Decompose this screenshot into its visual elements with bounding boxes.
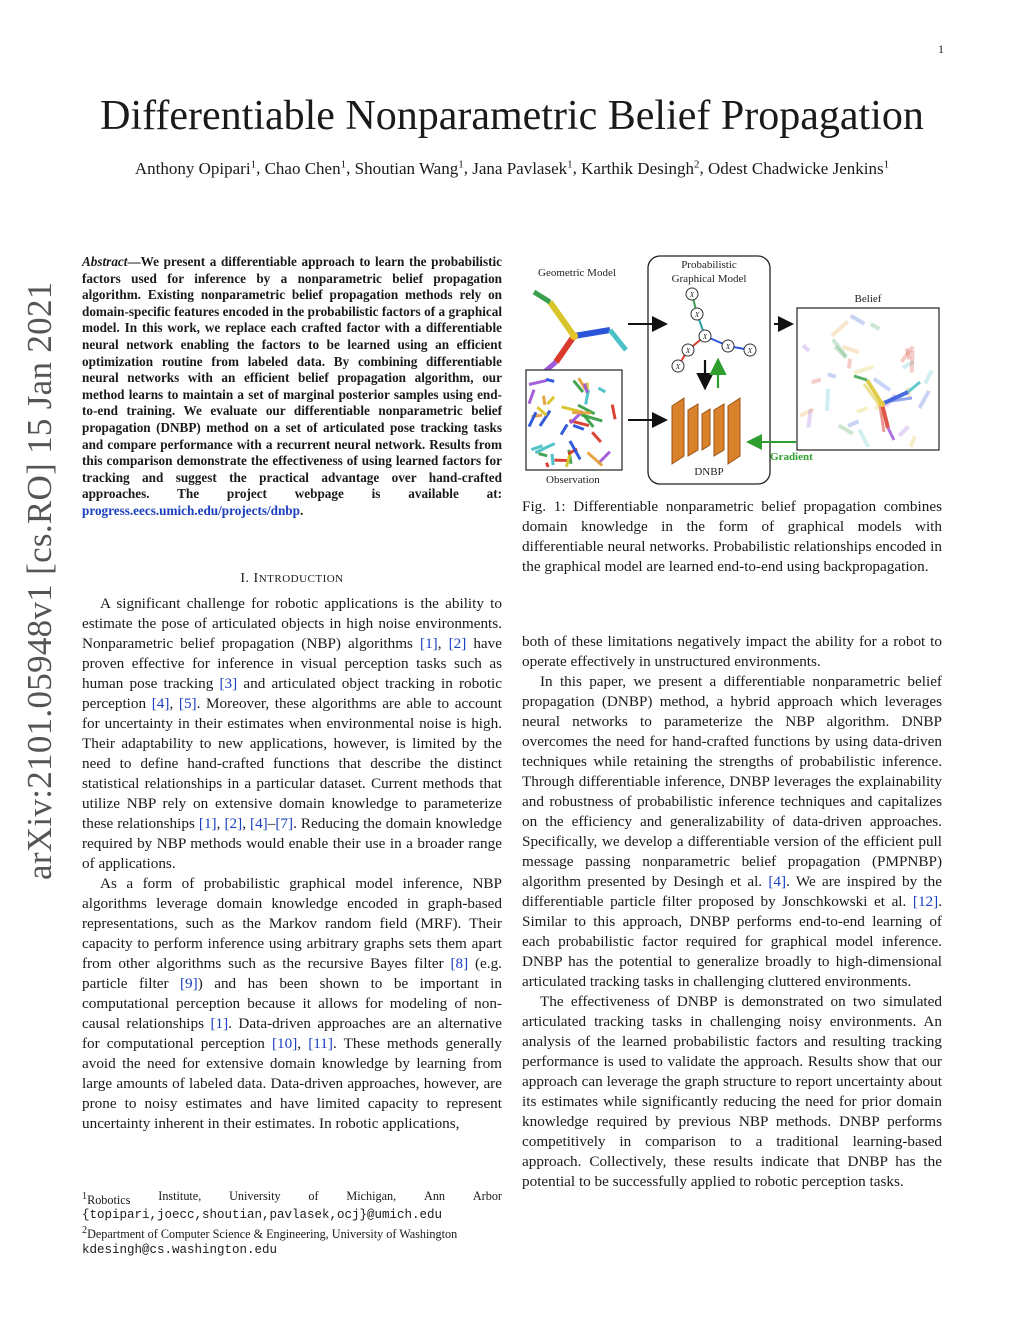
footnote-word: $^1$Robotics [82,1191,131,1208]
label-geometric-model: Geometric Model [538,267,616,279]
noise-stroke [812,380,821,383]
citation-link[interactable]: [8] [450,955,469,972]
page-number: 1 [938,42,944,56]
text-run: . We are inspired by the differentiable particle filter proposed by Jonschkowski et al. [522,873,942,910]
author-list: Anthony Opipari$^1$, Chao Chen$^1$, Shoutian Wang$^1$, Jana Pavlasek$^1$, Karthik Desingh$^2$, Odest Chadwicke Jenkins$^1$ [134,158,890,178]
abstract-lead: Abstract [82,254,128,269]
footnote-mark: 2 [82,1225,88,1237]
text-run: . Similar to this approach, DNBP performs end-to-end learning of each probabilistic factor required for graphical model inference. DNBP has the potential to generalize broadly to high-dimensional articulated tracking tasks in challenging cluttered environments. [522,893,942,990]
skeleton-joint [570,332,578,340]
affiliation-mark: 2 [693,158,700,170]
belief-joint [879,401,885,407]
text-run: . Reducing the domain knowledge required by NBP methods would enable their use in a broader range of applications. [82,815,502,872]
citation-link[interactable]: [3] [219,675,238,692]
left-column [82,594,502,1134]
citation-link[interactable]: [1] [420,635,438,652]
noise-stroke [849,359,850,369]
citation-link[interactable]: [7] [275,815,294,832]
skeleton-limb [574,330,610,336]
right-column [522,632,942,1192]
neural-network [672,398,740,464]
author: Shoutian Wang$^1$ [354,158,464,178]
paragraph [522,672,942,992]
abstract-end: . [299,502,304,518]
label-belief: Belief [854,293,882,305]
graphical-model [672,288,756,372]
text-run: and articulated object tracking in robotic perception [82,675,503,712]
noise-stroke [552,454,553,465]
section-number: I. [240,571,250,586]
citation-link[interactable]: [10] [271,1035,298,1052]
geometric-model-skeleton [534,292,626,374]
label-pgm-line2: Graphical Model [671,273,747,285]
author: Jana Pavlasek$^1$ [472,158,573,178]
citation-link[interactable]: [1] [198,815,217,832]
citation-link[interactable]: [9] [179,975,198,992]
text-run: The effectiveness of DNBP is demonstrated on two simulated articulated tracking tasks in challenging noisy environments. An analysis of the learned probabilistic factors and resulting tracking performance is used to validate the approach. Results show that our approach can leverage the graph structure to report uncertainty about its estimates while significantly reducing the need for prior domain knowledge required by previous NBP methods. DNBP performs competitively in comparison to a traditional learning-based approach. Collectively, these results indicate that DNBP has the potential to be successfully applied to robotic perception tasks. [522,993,942,1190]
paragraph [82,594,502,874]
text-run: A significant challenge for robotic applications is the ability to estimate the pose of articulated objects in high noise environments. Nonparametric belief propagation (NBP) algorithms [82,595,502,652]
citation-link[interactable]: [2] [448,635,467,652]
paragraph [522,992,942,1192]
paper-title: Differentiable Nonparametric Belief Propagation [100,93,924,139]
graph-node-label: X [725,343,731,351]
text-run: , [242,815,251,832]
footnote-2 [82,1223,502,1258]
noise-stroke [543,396,544,405]
affiliation-mark: 1 [883,158,890,170]
graph-node-label: X [689,291,695,299]
label-pgm-line1: Probabilistic [681,259,737,271]
network-layer [702,409,710,450]
graph-node-label: X [675,363,681,371]
arxiv-identifier: arXiv:2101.05948v1 [cs.RO] 15 Jan 2021 [20,281,59,880]
figure-1-diagram [522,252,942,490]
dnbp-box [648,256,770,484]
citation-link[interactable]: [4] [250,815,268,832]
author: Anthony Opipari$^1$ [134,158,257,178]
figure-1 [522,252,942,490]
graph-node-label: X [694,311,700,319]
paragraph [82,874,502,1134]
text-run: , [216,815,225,832]
section-title-rest: NTRODUCTION [258,573,344,585]
section-heading [82,571,502,587]
affiliation-mark: 1 [458,158,464,170]
network-layer [688,404,698,456]
footnotes [82,1189,502,1258]
author: Chao Chen$^1$ [264,158,347,178]
network-layer [728,398,740,464]
noise-stroke [827,389,828,411]
skeleton-limb [550,302,574,336]
affiliation-mark: 1 [340,158,347,170]
citation-link[interactable]: [5] [178,695,197,712]
label-dnbp: DNBP [694,466,724,478]
footnote-word: Arbor [472,1189,502,1203]
text-run: As a form of probabilistic graphical model inference, NBP algorithms leverage domain knowledge encoded in graph-based representations, such as the Markov random field (MRF). Their capacity to perform inference using arbitrary graphs sets them apart from other algorithms such as the recursive Bayes filter [82,875,502,972]
footnote-2-text: Department of Computer Science & Engineering, University of Washington [87,1227,458,1242]
citation-link[interactable]: [4] [151,695,170,712]
abstract-text: —We present a differentiable approach to learn the probabilistic factors used for inference by a nonparametric belief propagation algorithm. Existing nonparametric belief propagation methods rely on domain-specific features encoded in the probabilistic factors of a graphical model. In this work, we replace each crafted factor with a differentiable neural network enabling the factors to be learned using an efficient optimization routine from labeled data. By combining differentiable neural networks with an efficient belief propagation algorithm, our method learns to maintain a set of marginal posterior samples using end-to-end training. We evaluate our differentiable nonparametric belief propagation (DNBP) method on a set of articulated pose tracking tasks and compare performance with a recurrent neural network. Results from this comparison demonstrate the effectiveness of using learned factors for tracking and suggest the practical advantage over hand-crafted approaches. The project webpage is available at: [82,254,502,502]
noise-stroke [546,379,554,381]
footnote-word: University [229,1189,281,1203]
noise-stroke [546,463,548,467]
text-run: . Moreover, these algorithms are able to account for uncertainty in their estimates when environmental noise is high. Their adaptability to new applications, however, is limited by the need to define hand-crafted functions that describe the distinct statistical relationships in a particular dataset. Current methods that utilize NBP rely on extensive domain knowledge to parameterize these relationships [82,695,502,832]
text-run: , [169,695,179,712]
section-title-initial: I [253,571,259,586]
citation-link[interactable]: [12] [912,893,939,910]
footnote-word: Michigan, [346,1189,397,1203]
author: Odest Chadwicke Jenkins$^1$ [707,158,890,178]
graph-node-label: X [702,333,708,341]
figure-1-caption: Fig. 1: Differentiable nonparametric belief propagation combines domain knowledge in the form of graphical models with differentiable neural networks. Probabilistic relationships encoded in the graphical model are learned end-to-end using backpropagation. [522,498,942,575]
text-run: both of these limitations negatively impact the ability for a robot to operate effectively in unstructured environments. [522,633,942,670]
author: Karthik Desingh$^2$ [581,158,700,178]
text-run: , [437,635,449,652]
text-run: – [267,815,276,832]
text-run: , [297,1035,309,1052]
network-layer [672,398,684,464]
paragraph [522,632,942,672]
text-run: ) and has been shown to be important in computational perception because it allows for modeling of non-causal relationships [82,975,502,1032]
citation-link[interactable]: [2] [224,815,243,832]
footnote-word: of [308,1189,319,1203]
noise-stroke [912,351,913,373]
footnote-word: Ann [424,1189,446,1203]
noise-stroke [808,409,810,428]
citation-link[interactable]: [11] [308,1035,333,1052]
graph-node-label: X [685,347,691,355]
label-observation: Observation [546,474,600,486]
footnote-2-email: kdesingh@cs.washington.edu [82,1243,278,1258]
noise-stroke [828,374,836,377]
project-webpage-link[interactable]: progress.eecs.umich.edu/projects/dnbp [82,502,300,518]
section-title [254,571,344,586]
footnote-mark: 1 [82,1191,88,1202]
network-layer [714,404,724,456]
footnote-1-email: {topipari,joecc,shoutian,pavlasek,ocj}@umich.edu [82,1208,443,1223]
citation-link[interactable]: [4] [768,873,787,890]
skeleton-limb [610,330,626,350]
footnote-1-line [82,1189,502,1208]
skeleton-limb [534,292,550,302]
citation-link[interactable]: [1] [210,1015,229,1032]
label-gradient: Gradient [770,451,813,463]
text-run: . These methods generally avoid the need for extensive domain knowledge by learning from large amounts of labeled data. Data-driven approaches, however, are prone to noisy estimates and have limited capacity to represent uncertainty inherent in their estimates. In robotic applications, [82,1035,502,1132]
abstract [82,254,502,520]
text-run: In this paper, we present a differentiable nonparametric belief propagation (DNBP) method, a hybrid approach which leverages neural networks to parameterize the NBP algorithm. DNBP overcomes the need for hand-crafted functions by using data-driven techniques while retaining the strengths of probabilistic inference. Through differentiable inference, DNBP leverages the explainability and robustness of probabilistic inference techniques and capitalizes on the efficiency and generalizability of data-driven approaches. Specifically, we develop a differentiable version of the efficient pull message passing nonparametric belief propagation (PMPNBP) algorithm presented by Desingh et al. [522,673,942,890]
graph-node-label: X [747,347,753,355]
text-run: have proven effective for inference in visual perception tasks such as human pose tracking [82,635,503,692]
affiliation-mark: 1 [250,158,257,170]
footnote-word: Institute, [158,1189,202,1203]
text-run: (e.g. particle filter [82,955,502,992]
text-run: . Data-driven approaches are an alternative for computational perception [82,1015,502,1052]
affiliation-mark: 1 [567,158,573,170]
skeleton-limb [556,336,574,362]
